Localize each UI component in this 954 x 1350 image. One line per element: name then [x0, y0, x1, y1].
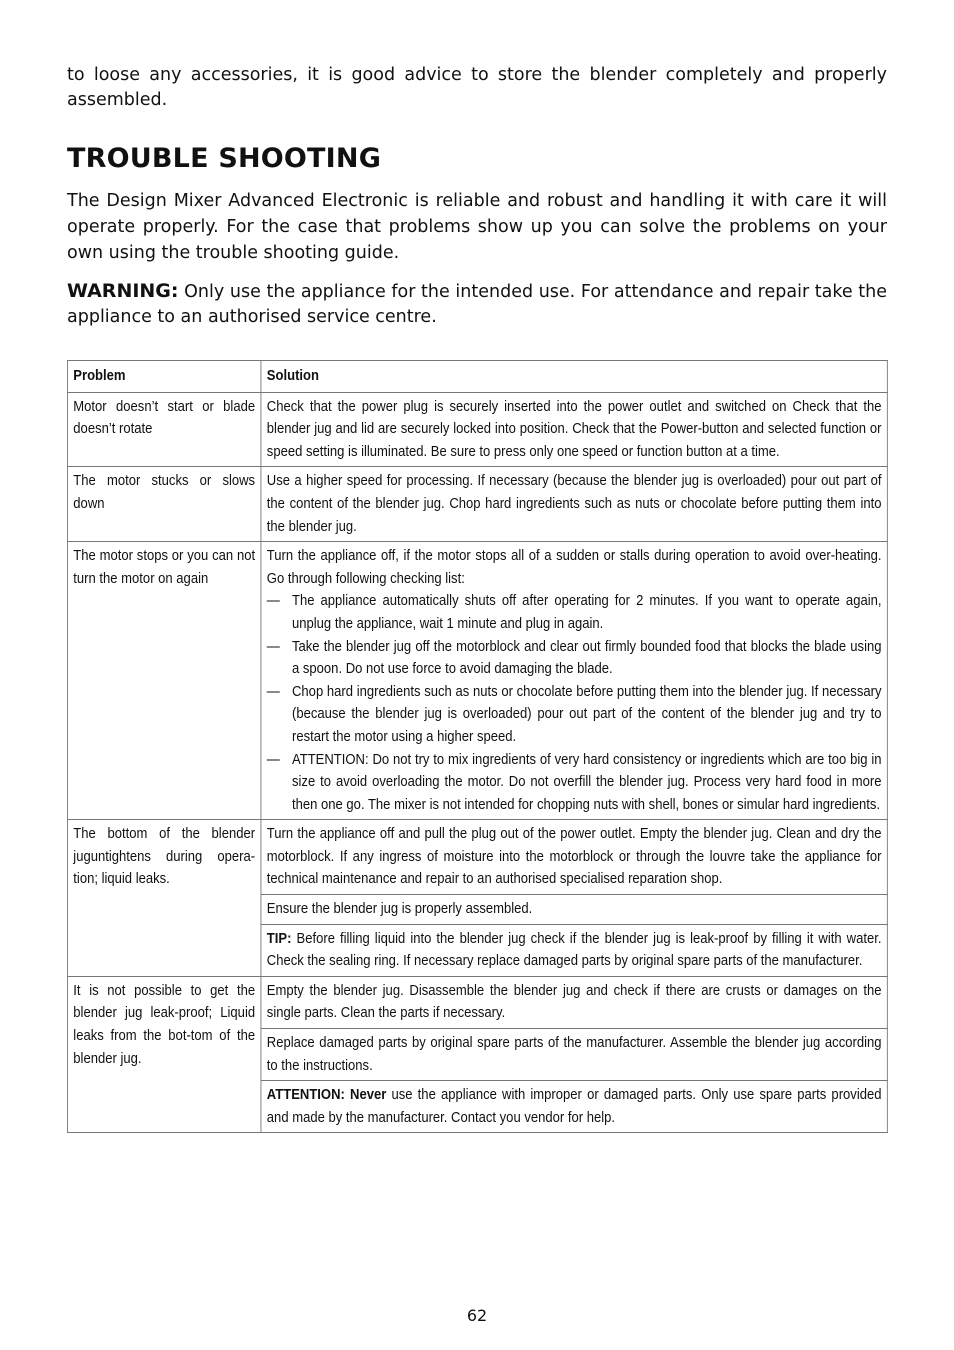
solution-cell [261, 1081, 887, 1133]
solution-cell [261, 895, 887, 925]
problem-column-header: Problem [67, 361, 261, 393]
section-heading: TROUBLE SHOOTING [67, 143, 382, 174]
table-row [67, 467, 887, 542]
solution-text: Before filling liquid into the blender jug check if the blender jug is leak-proof by filling it with water. Check the sealing ring. If necessary replace damaged parts by original spare parts of the manufacturer. [266, 930, 882, 970]
problem-cell: Motor doesn’t start or blade doesn’t rotate [67, 392, 261, 467]
solution-cell [261, 467, 887, 542]
table-row [67, 542, 887, 820]
solution-text: Empty the blender jug. Disassemble the blender jug and check if there are crusts or damages on the single parts. Clean the parts if necessary. [266, 982, 882, 1022]
checklist-item [267, 590, 882, 635]
checklist-item-text: Chop hard ingredients such as nuts or chocolate before putting them into the blender jug. If necessary (because the blender jug is overloaded) pour out part of the content of the blender jug and try to restart the motor using a higher speed. [292, 683, 882, 745]
solution-text: Turn the appliance off and pull the plug out of the power outlet. Empty the blender jug. Clean and dry the motorblock. If any ingress of moisture into the motorblock or through the louvre take the appliance for technical maintenance and repair to an authorised specialised reparation shop. [266, 826, 882, 888]
solution-cell [261, 1029, 887, 1081]
page-number: 62 [466, 1306, 488, 1325]
checklist-item [267, 749, 882, 817]
description-paragraph: The Design Mixer Advanced Electronic is reliable and robust and handling it with care it will operate properly. For the case that problems show up you can solve the problems on your own using the trouble shooting guide. [67, 191, 887, 263]
intro-paragraph: to loose any accessories, it is good advice to store the blender completely and properly assembled. [67, 65, 887, 110]
solution-emphasis: ATTENTION: Never [266, 1087, 387, 1104]
table-row [67, 820, 887, 895]
troubleshooting-table [67, 360, 888, 1133]
checklist-item-text: Take the blender jug off the motorblock and clear out firmly bounded food that blocks the blade using a spoon. Do not use force to avoid damaging the blade. [292, 638, 882, 678]
warning-text: Only use the appliance for the intended use. For attendance and repair take the appliance to an authorised service centre. [67, 282, 887, 327]
checklist-item [267, 681, 882, 749]
checklist-item-text: The appliance automatically shuts off after operating for 2 minutes. If you want to operate again, unplug the appliance, wait 1 minute and plug in again. [292, 593, 882, 632]
solution-cell [261, 392, 887, 467]
table-body [67, 392, 887, 1133]
warning-label: WARNING: [67, 280, 179, 302]
problem-cell: The motor stops or you can not turn the motor on again [67, 542, 261, 820]
table-header-row [67, 361, 887, 393]
solution-text: Check that the power plug is securely inserted into the power outlet and switched on Check that the blender jug and lid are securely locked into position. Check that the Power-button and selected function or speed setting is illuminated. Be sure to press only one speed or function button at a time. [266, 398, 882, 460]
table-row [67, 392, 887, 467]
solution-text: Turn the appliance off, if the motor stops all of a sudden or stalls during operation to avoid over-heating. Go through following checking list: [266, 548, 882, 587]
solution-text: Replace damaged parts by original spare parts of the manufacturer. Assemble the blender jug according to the instructions. [266, 1035, 882, 1074]
checklist-item-text: ATTENTION: Do not try to mix ingredients of very hard consistency or ingredients which are too big in size to avoid overloading the motor. Do not overfill the blender jug. Process very hard food in more then one go. The mixer is not intended for chopping nuts with shell, bones or simular hard ingredients. [292, 751, 882, 813]
checklist-item [267, 636, 882, 681]
solution-cell [261, 976, 887, 1028]
warning-paragraph [67, 279, 887, 330]
solution-text: use the appliance with improper or damaged parts. Only use spare parts provided and made by the manufacturer. Contact you vendor for help. [266, 1087, 882, 1126]
problem-cell: It is not possible to get the blender jug leak-proof; Liquid leaks from the bot-tom of the blender jug. [67, 976, 261, 1133]
table-row [67, 976, 887, 1028]
problem-cell: The motor stucks or slows down [67, 467, 261, 542]
solution-cell [261, 924, 887, 976]
dash-bullet: — [266, 593, 280, 610]
dash-bullet: — [266, 751, 280, 768]
problem-cell: The bottom of the blender juguntightens during opera-tion; liquid leaks. [67, 820, 261, 977]
solution-cell [261, 542, 887, 820]
dash-bullet: — [266, 638, 280, 655]
solution-text: Use a higher speed for processing. If necessary (because the blender jug is overloaded) pour out part of the content of the blender jug. Chop hard ingredients such as nuts or chocolate before putting them into the blender jug. [266, 473, 882, 535]
solution-column-header: Solution [261, 361, 887, 393]
solution-cell [261, 820, 887, 895]
dash-bullet: — [266, 683, 280, 700]
solution-emphasis: TIP: [266, 930, 292, 947]
checklist [267, 590, 882, 816]
solution-text: Ensure the blender jug is properly assembled. [266, 901, 533, 918]
